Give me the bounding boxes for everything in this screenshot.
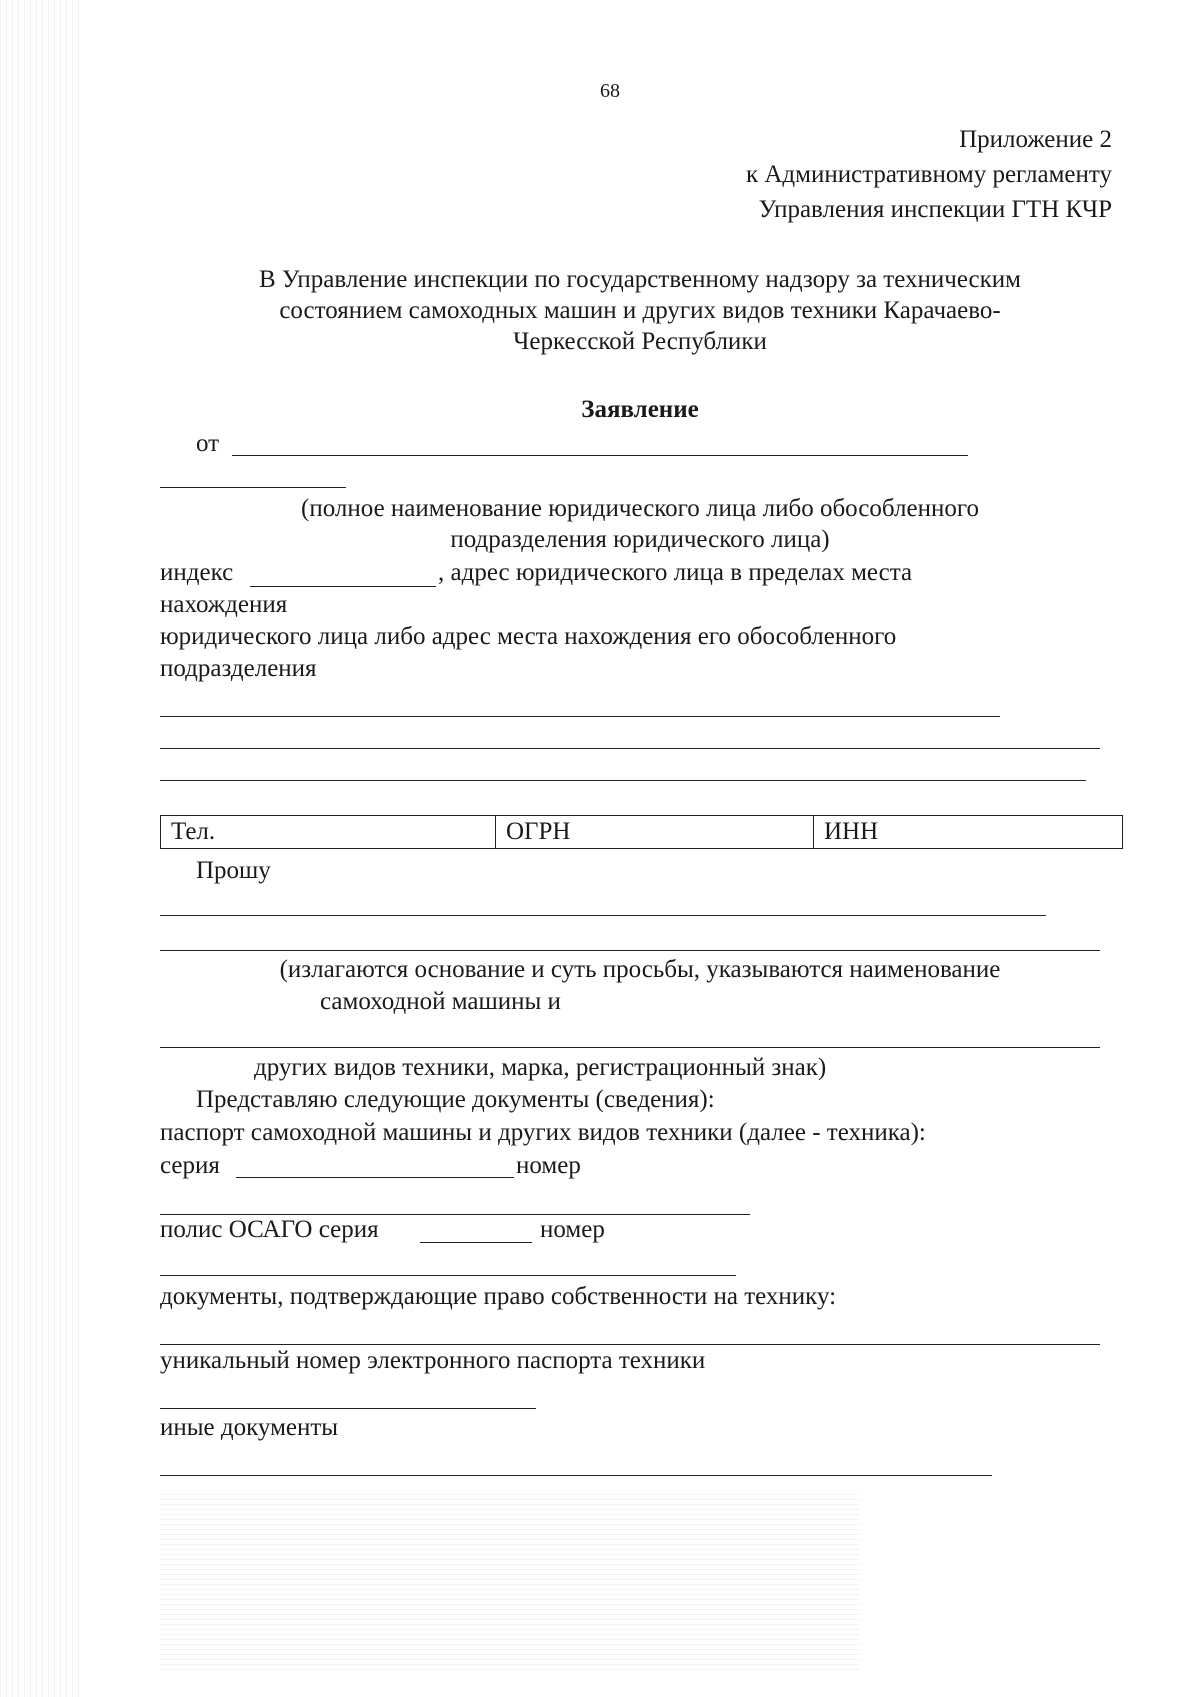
- from-label: от: [196, 430, 220, 457]
- osago-series-label: полис ОСАГО серия: [160, 1216, 379, 1243]
- index-label: индекс: [160, 559, 234, 586]
- epassport-field-line[interactable]: [160, 1408, 536, 1409]
- other-docs-label: иные документы: [160, 1414, 339, 1441]
- address-line-3: юридического лица либо адрес места нахождения его обособленного: [160, 623, 897, 650]
- epassport-label: уникальный номер электронного паспорта техники: [160, 1347, 706, 1374]
- from-field-continuation[interactable]: [160, 487, 346, 488]
- request-hint-line-2: самоходной машины и: [320, 988, 561, 1015]
- osago-number-label: номер: [540, 1216, 605, 1243]
- header-line-3: Управления инспекции ГТН КЧР: [758, 196, 1112, 223]
- ownership-docs-field-line[interactable]: [160, 1344, 1100, 1345]
- address-field-line-2[interactable]: [160, 748, 1100, 749]
- scan-noise-bottom: [160, 1490, 860, 1670]
- request-label: Прошу: [196, 857, 271, 884]
- ownership-docs-label: документы, подтверждающие право собственности на технику:: [160, 1283, 837, 1310]
- osago-series-field-line[interactable]: [420, 1242, 532, 1243]
- document-title: Заявление: [581, 396, 699, 423]
- addressee-line-3: Черкесской Республики: [513, 328, 767, 355]
- number-label: номер: [516, 1152, 581, 1179]
- osago-number-field-line[interactable]: [160, 1275, 736, 1276]
- other-docs-field-line[interactable]: [160, 1475, 992, 1476]
- passport-line: паспорт самоходной машины и других видов техники (далее - техника):: [160, 1119, 926, 1146]
- documents-intro: Представляю следующие документы (сведения):: [196, 1086, 715, 1113]
- addressee-line-1: В Управление инспекции по государственному надзору за техническим: [259, 266, 1021, 293]
- request-hint-line-1: (излагаются основание и суть просьбы, указываются наименование: [279, 956, 1001, 983]
- address-line-4: подразделения: [160, 655, 317, 682]
- page-number: 68: [600, 80, 620, 102]
- header-line-1: Приложение 2: [959, 126, 1112, 153]
- addressee-line-2: состоянием самоходных машин и других видов техники Карачаево-: [279, 297, 1001, 324]
- tel-cell[interactable]: Тел.: [171, 818, 216, 845]
- from-field-line[interactable]: [232, 455, 968, 456]
- contact-table: [160, 815, 1123, 849]
- address-line-2: нахождения: [160, 591, 288, 618]
- index-field-line[interactable]: [250, 586, 436, 587]
- name-hint-line-2: подразделения юридического лица): [450, 526, 830, 553]
- ogrn-cell[interactable]: ОГРН: [495, 816, 813, 848]
- request-field-line-3[interactable]: [160, 1047, 1100, 1048]
- request-hint-line-3: других видов техники, марка, регистрационный знак): [254, 1054, 827, 1081]
- request-field-line-2[interactable]: [160, 950, 1100, 951]
- name-hint-line-1: (полное наименование юридического лица либо обособленного: [301, 495, 979, 522]
- header-line-2: к Административному регламенту: [745, 161, 1112, 188]
- scan-noise-left: [0, 0, 80, 1697]
- series-label: серия: [160, 1152, 220, 1179]
- request-field-line-1[interactable]: [160, 915, 1046, 916]
- address-field-line-1[interactable]: [160, 716, 1000, 717]
- series-field-line[interactable]: [236, 1177, 514, 1178]
- address-field-line-3[interactable]: [160, 780, 1086, 781]
- inn-cell[interactable]: ИНН: [813, 816, 1122, 848]
- address-label: , адрес юридического лица в пределах места: [438, 559, 913, 586]
